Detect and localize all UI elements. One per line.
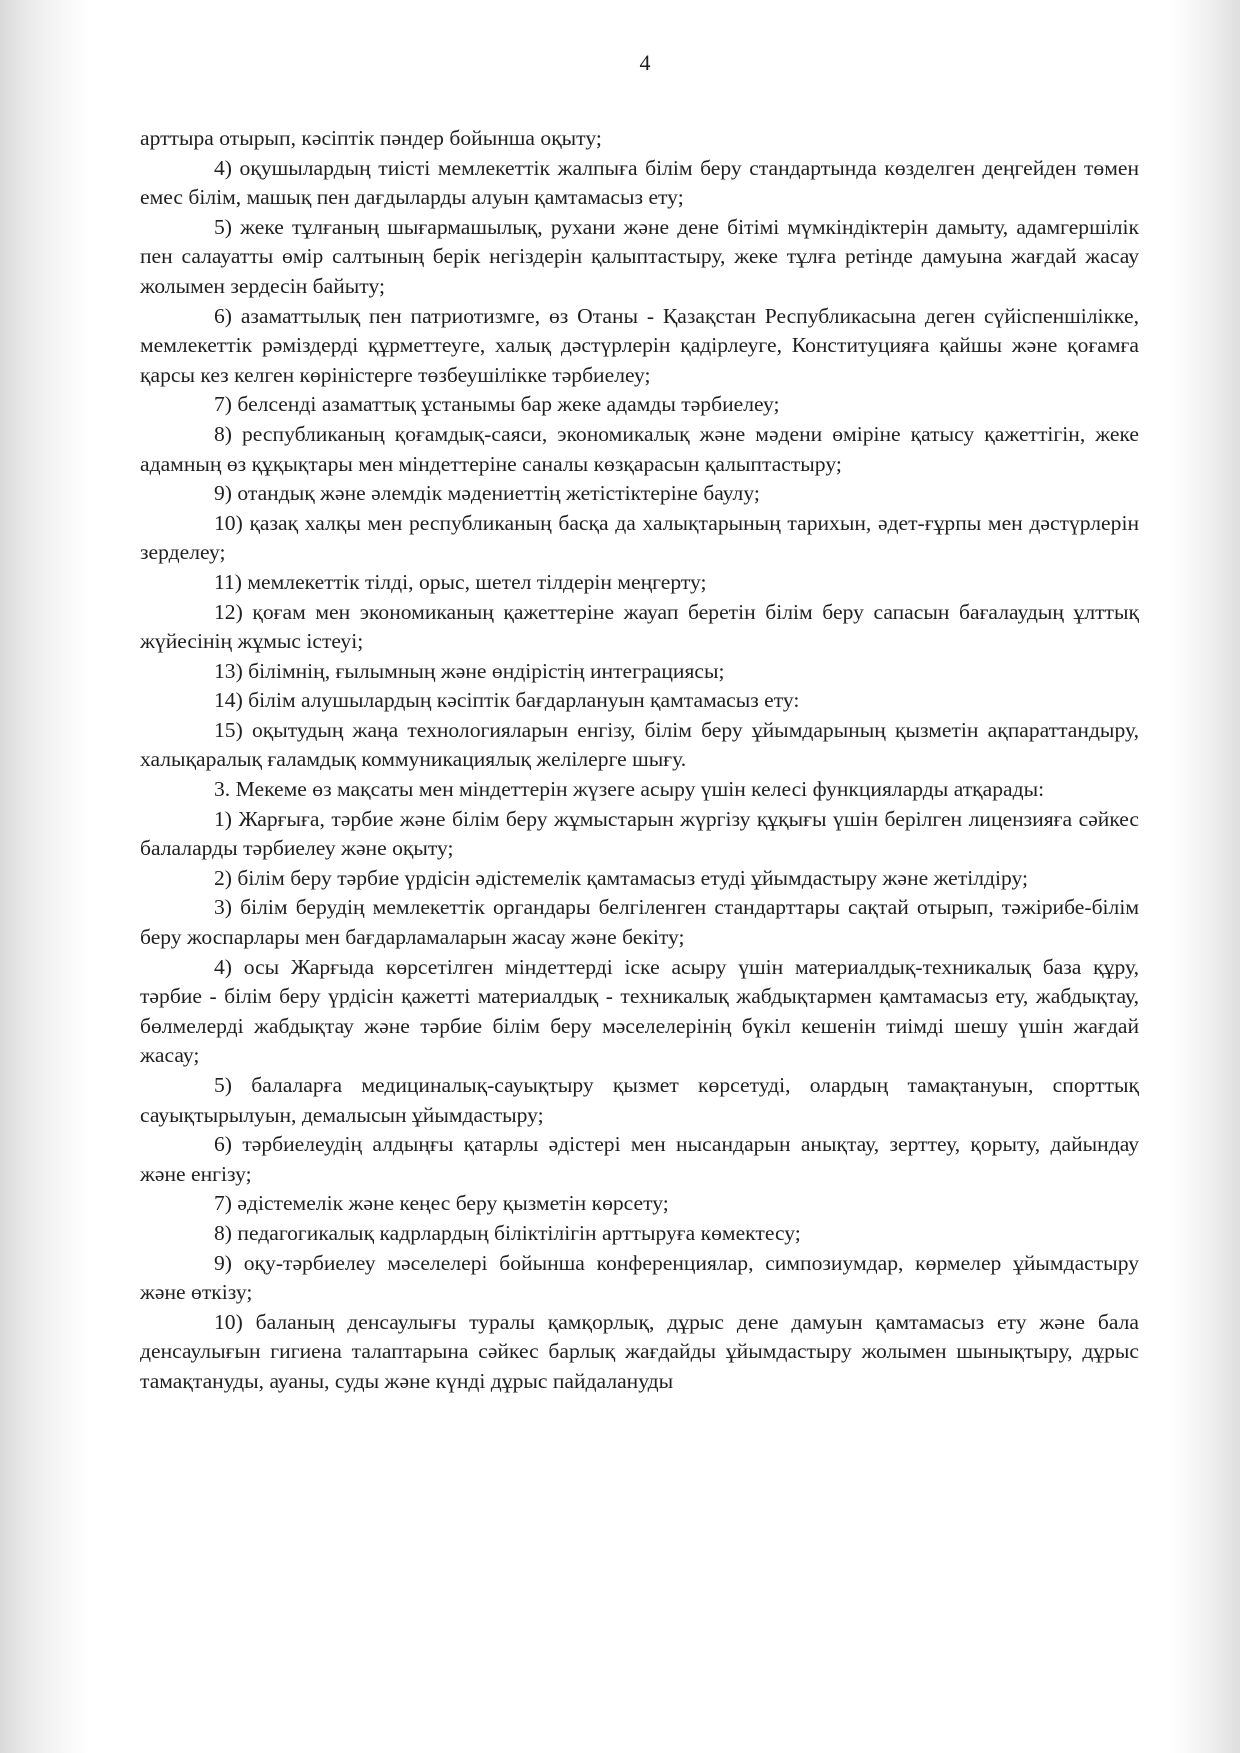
paragraph: 11) мемлекеттік тілді, орыс, шетел тілдерін меңгерту; (214, 569, 707, 594)
paragraph: 12) қоғам мен экономиканың қажеттеріне жауап беретін білім беру сапасын бағалаудың ұлттық жүйесінің жұмыс істеуі; (140, 599, 1139, 654)
section-heading-paragraph: 3. Мекеме өз мақсаты мен міндеттерін жүзеге асыру үшін келесі функцияларды атқарады: (214, 777, 1045, 802)
paragraph: 4) осы Жарғыда көрсетілген міндеттерді іске асыру үшін материалдық-техникалық база құру, тәрбие - білім беру үрдісін қажетті материалдық - техникалық жабдықтармен қамтамасыз ету, жабдықтау, бөлмелерді жабдықтау және тәрбие білім беру мәселелерінің бүкіл кешенін тиімді шешу үшін жағдай жасау; (140, 954, 1139, 1068)
paragraph: 5) жеке тұлғаның шығармашылық, рухани және дене бітімі мүмкіндіктерін дамыту, адамгершілік пен салауатты өмір салтының берік негіздерін қалыптастыру, жеке тұлға ретінде дамуына жағдай жасау жолымен зердесін байыту; (140, 214, 1139, 298)
paragraph: 7) әдістемелік және кеңес беру қызметін көрсету; (214, 1191, 669, 1216)
paragraph: 14) білім алушылардың кәсіптік бағдарлануын қамтамасыз ету: (214, 688, 800, 713)
paragraph: 1) Жарғыға, тәрбие және білім беру жұмыстарын жүргізу құқығы үшін берілген лицензияға сәйкес балаларды тәрбиелеу және оқыту; (140, 806, 1139, 861)
paragraph: арттыра отырып, кәсіптік пәндер бойынша оқыту; (140, 126, 602, 150)
paragraph: 6) азаматтылық пен патриотизмге, өз Отаны - Қазақстан Республикасына деген сүйіспеншілікке, мемлекеттік рәміздерді құрметтеуге, халық дәстүрлерін қадірлеуге, Конституцияға қайшы және қоғамға қарсы кез келген көріністерге төзбеушілікке тәрбиелеу; (140, 303, 1139, 387)
paragraph: 3) білім берудің мемлекеттік органдары белгіленген стандарттары сақтай отырып, тәжірибе-білім беру жоспарлары мен бағдарламаларын жасау және бекіту; (140, 895, 1139, 950)
paragraph: 7) белсенді азаматтық ұстанымы бар жеке адамды тәрбиелеу; (214, 392, 780, 417)
paragraph: 13) білімнің, ғылымның және өндірістің интеграциясы; (214, 658, 725, 683)
paragraph: 2) білім беру тәрбие үрдісін әдістемелік қамтамасыз етуді ұйымдастыру және жетілдіру; (214, 865, 1028, 890)
document-body (140, 124, 1139, 1397)
paragraph: 9) отандық және әлемдік мәдениеттің жетістіктеріне баулу; (214, 481, 760, 506)
paragraph: 5) балаларға медициналық-сауықтыру қызмет көрсетуді, олардың тамақтануын, спорттық сауықтырылуын, демалысын ұйымдастыру; (140, 1073, 1139, 1127)
paragraph: 8) республиканың қоғамдық-саяси, экономикалық және мәдени өміріне қатысу қажеттігін, жеке адамның өз құқықтары мен міндеттеріне саналы көзқарасын қалыптастыру; (140, 421, 1139, 476)
paragraph: 15) оқытудың жаңа технологияларын енгізу, білім беру ұйымдарының қызметін ақпараттандыру, халықаралық ғаламдық коммуникациялық желілерге шығу. (140, 717, 1139, 772)
paragraph: 9) оқу-тәрбиелеу мәселелері бойынша конференциялар, симпозиумдар, көрмелер ұйымдастыру және өткізу; (140, 1250, 1139, 1305)
paragraph: 4) оқушылардың тиісті мемлекеттік жалпыға білім беру стандартында көзделген деңгейден төмен емес білім, машық пен дағдыларды алуын қамтамасыз ету; (140, 155, 1139, 210)
paragraph: 6) тәрбиелеудің алдыңғы қатарлы әдістері мен нысандарын анықтау, зерттеу, қорыту, дайындау және енгізу; (140, 1132, 1139, 1186)
page-number: 4 (639, 50, 651, 75)
paragraph: 10) қазақ халқы мен республиканың басқа да халықтарының тарихын, әдет-ғұрпы мен дәстүрлерін зерделеу; (140, 510, 1139, 565)
paragraph: 10) баланың денсаулығы туралы қамқорлық, дұрыс дене дамуын қамтамасыз ету және бала денсаулығын гигиена талаптарына сәйкес барлық жағдайды ұйымдастыру жолымен шынықтыру, дұрыс тамақтануды, ауаны, суды және күнді дұрыс пайдалануды (140, 1309, 1139, 1393)
paragraph: 8) педагогикалық кадрлардың біліктілігін арттыруға көмектесу; (214, 1220, 801, 1245)
